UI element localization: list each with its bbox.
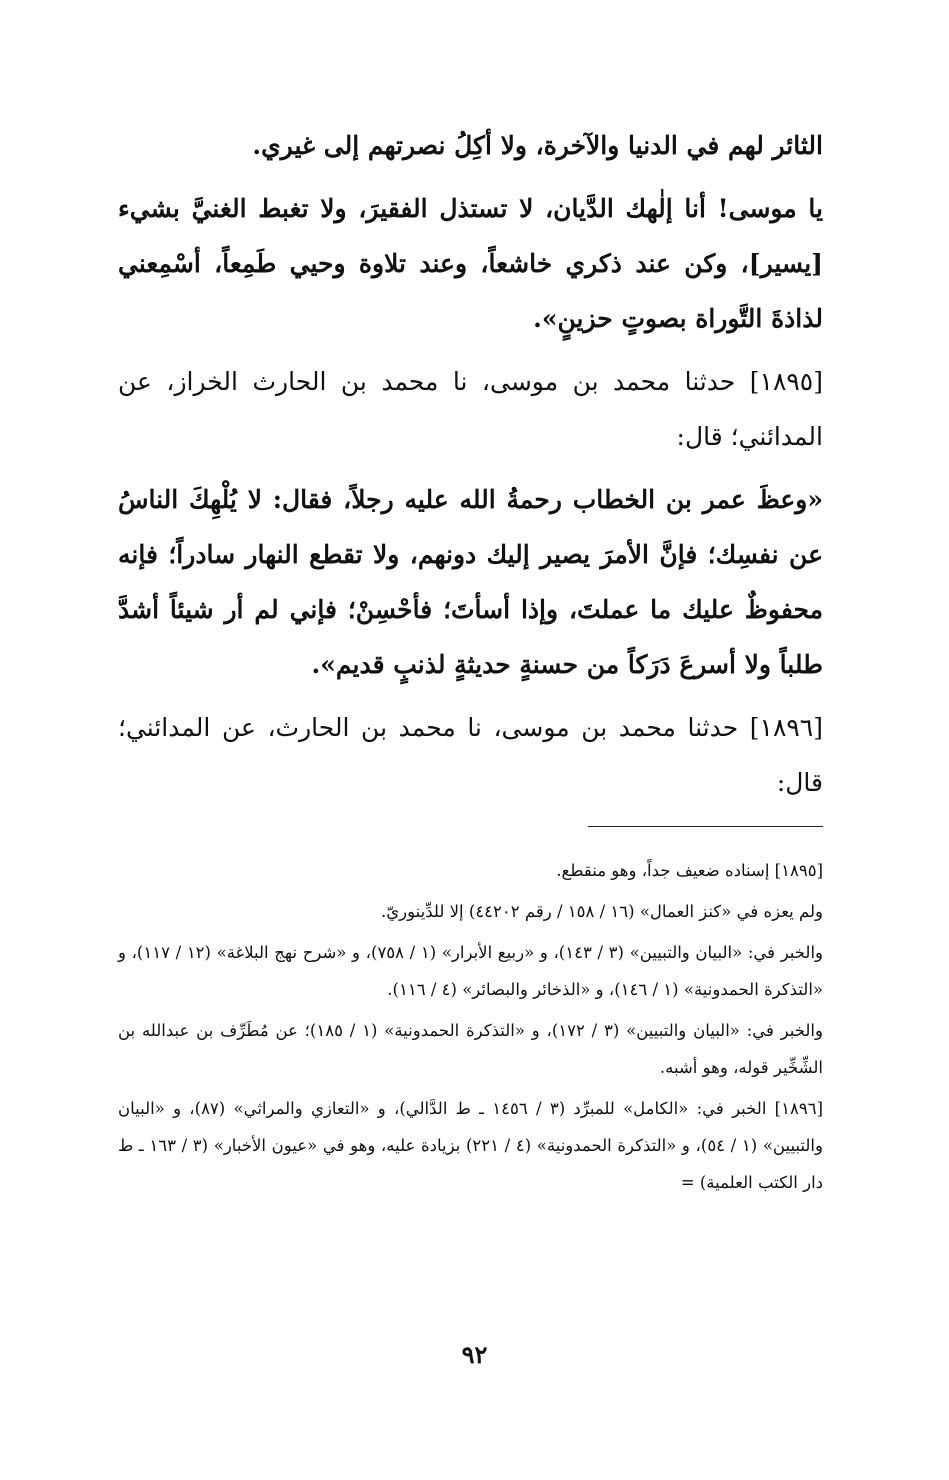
footnote-sources-list: والخبر في: «البيان والتبيين» (٣ / ١٤٣)، و «ربيع الأبرار» (١ / ٧٥٨)، و «شرح نهج البلاغة» (١٢ / ١١٧)، و «التذكرة الحمدونية» (١ / ١٤٦)، و «الذخائر والبصائر» (٤ / ١١٦). — [118, 943, 824, 999]
paragraph-umar-sermon: «وعظَ عمر بن الخطاب رحمةُ الله عليه رجلاً، فقال: لا يُلْهِكَ الناسُ عن نفسِك؛ فإنَّ الأمرَ يصير إليك دونهم، ولا تقطع النهار سادراً؛ فإنه محفوظٌ عليك ما عملتَ، وإذا أسأتَ؛ فأحْسِنْ؛ فإني لم أر شيئاً أشدَّ طلباً ولا أسرعَ دَرَكاً من حسنةٍ حديثةٍ لذنبٍ قديم». — [118, 485, 823, 679]
footnote-mutarrif: والخبر في: «البيان والتبيين» (٣ / ١٧٢)، و «التذكرة الحمدونية» (١ / ١٨٥)؛ عن مُطَرِّف بن عبدالله بن الشِّخِّير قوله، وهو أشبه. — [118, 1021, 823, 1077]
page-number: ٩٢ — [461, 1340, 488, 1369]
paragraph-moses-address: يا موسى! أنا إلٰهك الدَّيان، لا تستذل الفقيرَ، ولا تغبط الغنيَّ بشيء [يسير]، وكن عند ذكري خاشعاً، وعند تلاوة وحيي طَمِعاً، أسْمِعني لذاذةَ التَّوراة بصوتٍ حزينٍ». — [118, 194, 823, 333]
footnote-kanz-reference: ولم يعزه في «كنز العمال» (١٦ / ١٥٨ / رقم ٤٤٢٠٢) إلا للدِّينوريّ. — [381, 902, 823, 921]
footnote-1896-sources: [١٨٩٦] الخبر في: «الكامل» للمبرِّد (٣ / ١٤٥٦ ـ ط الدَّالي)، و «التعازي والمراثي» (٨٧)، و «البيان والتبيين» (١ / ٥٤)، و «التذكرة الحمدونية» (٤ / ٢٢١) بزيادة عليه، وهو في «عيون الأخبار» (٣ / ١٦٣ ـ ط دار الكتب العلمية) = — [118, 1099, 823, 1192]
main-text — [118, 118, 823, 810]
footnote-1895-grading: [١٨٩٥] إسناده ضعيف جداً، وهو منقطع. — [556, 861, 823, 880]
footnote-divider — [588, 826, 823, 827]
paragraph-isnad-1896: [١٨٩٦] حدثنا محمد بن موسى، نا محمد بن الحارث، عن المدائني؛ قال: — [118, 713, 823, 797]
paragraph-isnad-1895: [١٨٩٥] حدثنا محمد بن موسى، نا محمد بن الحارث الخراز، عن المدائني؛ قال: — [118, 367, 823, 451]
paragraph-narration-end: الثائر لهم في الدنيا والآخرة، ولا أكِلُ نصرتهم إلى غيري. — [252, 131, 823, 160]
footnotes — [118, 852, 823, 1201]
